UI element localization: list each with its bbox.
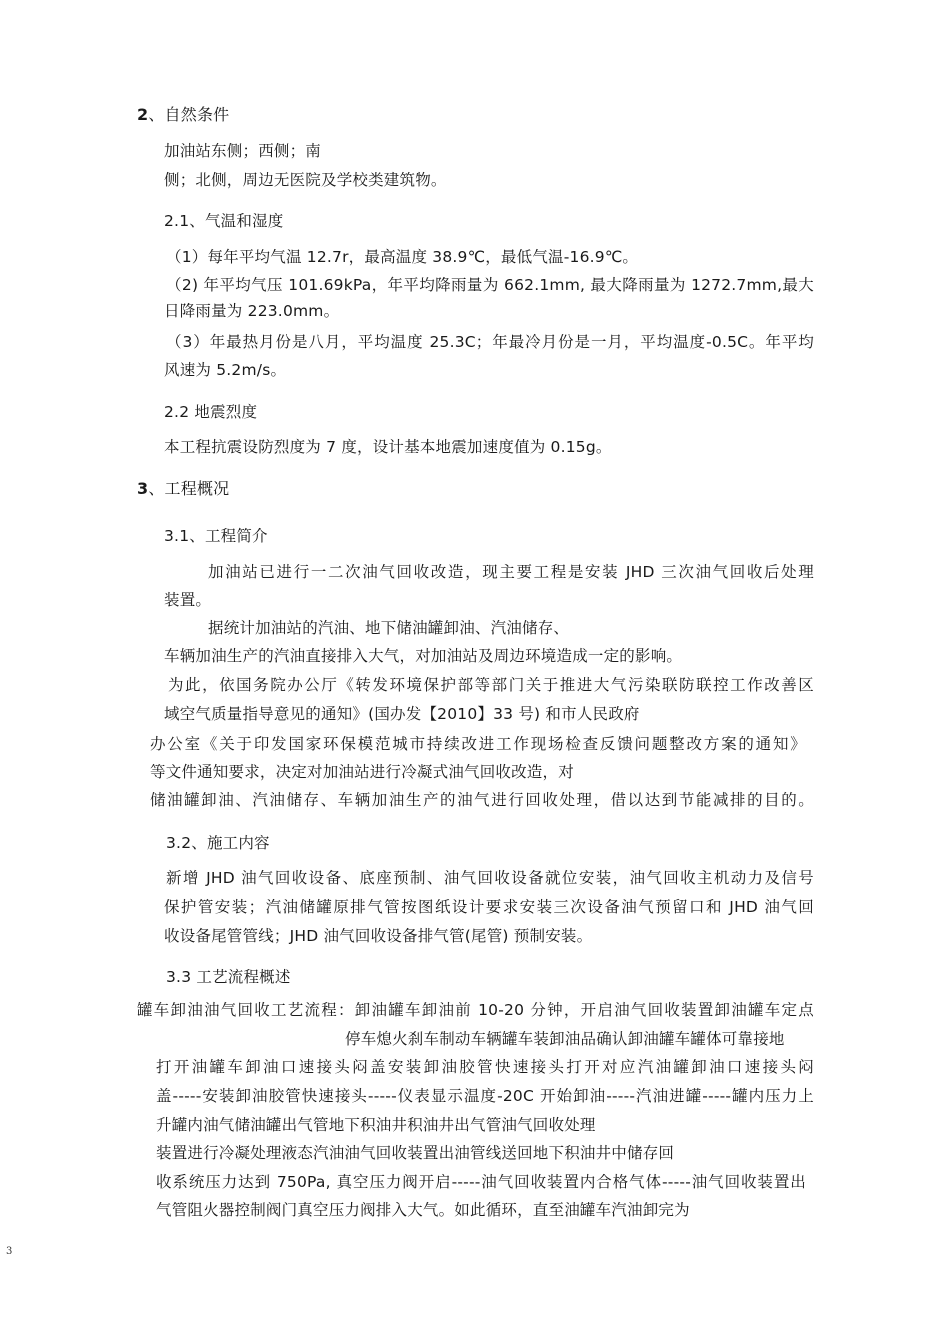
paragraph-line: 保护管安装；汽油储罐原排气管按图纸设计要求安装三次设备油气预留口和 JHD 油气回 (164, 898, 814, 916)
paragraph-line: 装置。 (164, 591, 212, 609)
paragraph-line: 停车熄火刹车制动车辆罐车装卸油品确认卸油罐车罐体可靠接地 (345, 1030, 785, 1048)
paragraph-line: 侧；北侧，周边无医院及学校类建筑物。 (164, 171, 447, 189)
heading-section-3 (137, 478, 229, 500)
heading-section-3-3: 3.3 工艺流程概述 (166, 968, 291, 986)
paragraph-line: 升罐内油气储油罐出气管地下积油井积油井出气管油气回收处理 (156, 1116, 596, 1134)
paragraph-line: 打开油罐车卸油口速接头闷盖安装卸油胶管快速接头打开对应汽油罐卸油口速接头闷 (156, 1058, 814, 1076)
paragraph-line: 装置进行冷凝处理液态汽油油气回收装置出油管线送回地下积油井中储存回 (156, 1144, 675, 1162)
paragraph-line: 日降雨量为 223.0mm。 (164, 302, 340, 320)
paragraph-line: 新增 JHD 油气回收设备、底座预制、油气回收设备就位安装，油气回收主机动力及信号 (166, 869, 814, 887)
paragraph-line: 等文件通知要求，决定对加油站进行冷凝式油气回收改造，对 (150, 763, 574, 781)
heading-section-3-1: 3.1、工程简介 (164, 527, 268, 545)
paragraph-line: 收设备尾管管线；JHD 油气回收设备排气管(尾管) 预制安装。 (164, 927, 593, 945)
paragraph-line: （1）每年平均气温 12.7r，最高温度 38.9℃，最低气温-16.9℃。 (166, 248, 639, 266)
paragraph-line: 加油站已进行一二次油气回收改造，现主要工程是安装 JHD 三次油气回收后处理 (208, 563, 814, 581)
paragraph-line: 罐车卸油油气回收工艺流程：卸油罐车卸油前 10-20 分钟，开启油气回收装置卸油罐车定点 (137, 1001, 814, 1019)
heading-section-2-1: 2.1、气温和湿度 (164, 212, 284, 230)
paragraph-line: （2) 年平均气压 101.69kPa，年平均降雨量为 662.1mm, 最大降雨量为 1272.7mm,最大 (166, 276, 814, 294)
paragraph-line: 为此，依国务院办公厅《转发环境保护部等部门关于推进大气污染联防联控工作改善区 (168, 676, 814, 694)
paragraph-line: 风速为 5.2m/s。 (164, 361, 287, 379)
paragraph-line: 据统计加油站的汽油、地下储油罐卸油、汽油储存、 (208, 619, 570, 637)
heading-number: 3 (137, 479, 149, 498)
paragraph-line: 车辆加油生产的汽油直接排入大气，对加油站及周边环境造成一定的影响。 (164, 647, 683, 665)
paragraph-line: 本工程抗震设防烈度为 7 度，设计基本地震加速度值为 0.15g。 (164, 438, 612, 456)
paragraph-line: 加油站东侧；西侧；南 (164, 142, 322, 160)
heading-section-3-2: 3.2、施工内容 (166, 834, 270, 852)
paragraph-line: 办公室《关于印发国家环保模范城市持续改进工作现场检查反馈问题整改方案的通知》 (150, 735, 806, 753)
paragraph-line: （3）年最热月份是八月，平均温度 25.3C；年最冷月份是一月，平均温度-0.5C。年平均 (166, 333, 814, 351)
paragraph-line: 收系统压力达到 750Pa, 真空压力阀开启-----油气回收装置内合格气体-----油气回收装置出 (156, 1173, 806, 1191)
paragraph-line: 盖-----安装卸油胶管快速接头-----仪表显示温度-20C 开始卸油-----汽油进罐-----罐内压力上 (156, 1087, 814, 1105)
heading-number: 2 (137, 105, 149, 124)
heading-section-2-2: 2.2 地震烈度 (164, 403, 258, 421)
heading-text: 、工程概况 (148, 479, 230, 498)
paragraph-line: 储油罐卸油、汽油储存、车辆加油生产的油气进行回收处理，借以达到节能减排的目的。 (150, 791, 814, 809)
paragraph-line: 域空气质量指导意见的通知》(国办发【2010】33 号) 和市人民政府 (164, 705, 640, 723)
heading-text: 、自然条件 (148, 105, 230, 124)
paragraph-line: 气管阻火器控制阀门真空压力阀排入大气。如此循环，直至油罐车汽油卸完为 (156, 1201, 690, 1219)
page-number: 3 (6, 1246, 13, 1257)
heading-section-2 (137, 104, 229, 126)
